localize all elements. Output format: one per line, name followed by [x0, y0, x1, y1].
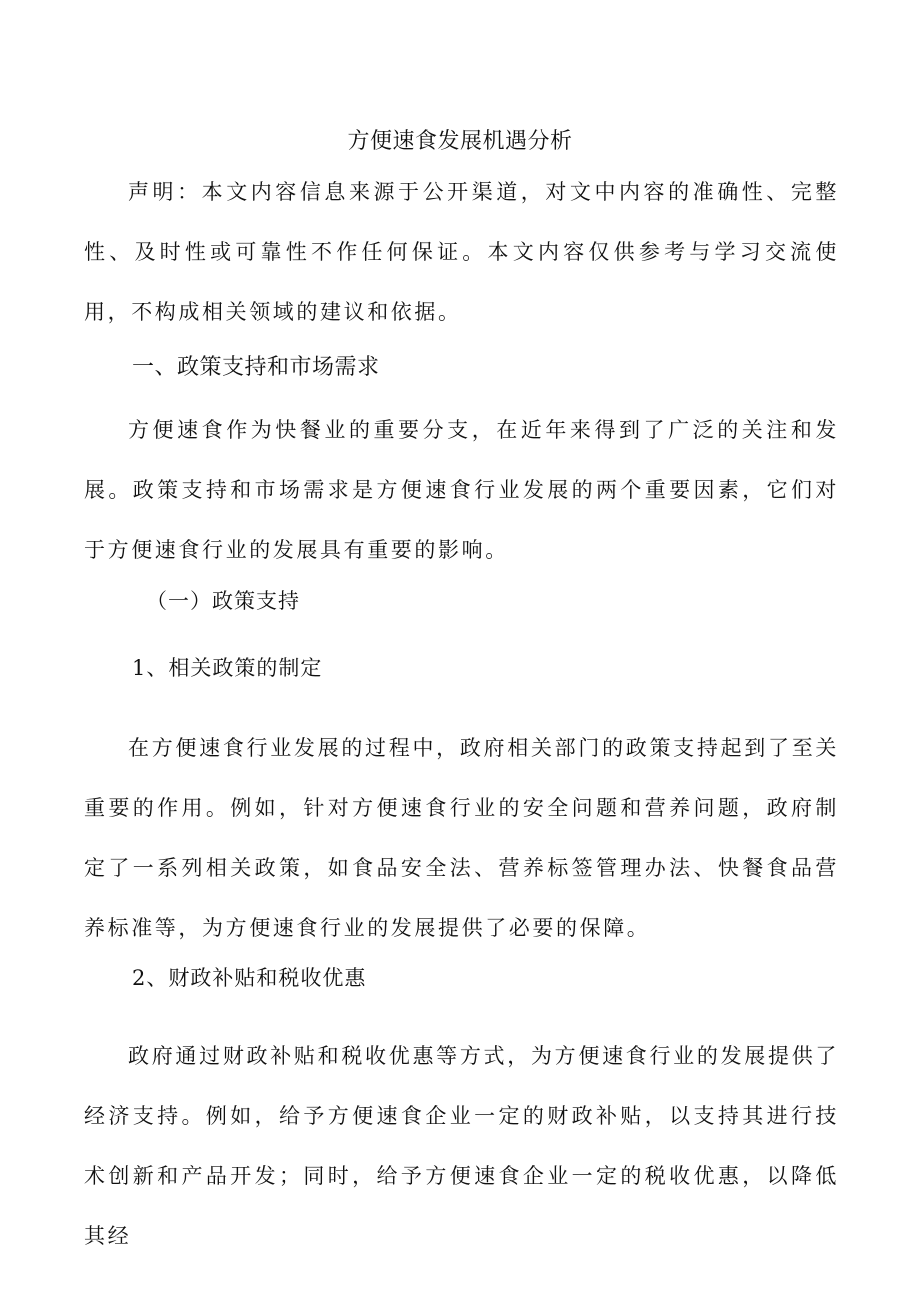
item-heading-policy-formulation: 1、相关政策的制定	[132, 656, 323, 680]
subsection-heading-policy-support: （一）政策支持	[146, 589, 300, 613]
disclaimer-paragraph: 声明：本文内容信息来源于公开渠道，对文中内容的准确性、完整性、及时性或可靠性不作任何保证。本文内容仅供参考与学习交流使用，不构成相关领域的建议和依据。	[84, 180, 839, 324]
document-title: 方便速食发展机遇分析	[347, 129, 573, 154]
section-intro-paragraph: 方便速食作为快餐业的重要分支，在近年来得到了广泛的关注和发展。政策支持和市场需求是方便速食行业发展的两个重要因素，它们对于方便速食行业的发展具有重要的影响。	[84, 418, 839, 562]
item-heading-subsidies-tax: 2、财政补贴和税收优惠	[132, 966, 367, 990]
section-heading-policy-market: 一、政策支持和市场需求	[132, 355, 380, 380]
policy-formulation-paragraph: 在方便速食行业发展的过程中，政府相关部门的政策支持起到了至关重要的作用。例如，针对方便速食行业的安全问题和营养问题，政府制定了一系列相关政策，如食品安全法、营养标签管理办法、快餐食品营养标准等，为方便速食行业的发展提供了必要的保障。	[84, 736, 839, 940]
subsidies-tax-paragraph: 政府通过财政补贴和税收优惠等方式，为方便速食行业的发展提供了经济支持。例如，给予方便速食企业一定的财政补贴，以支持其进行技术创新和产品开发；同时，给予方便速食企业一定的税收优惠，以降低其经	[84, 1044, 839, 1248]
